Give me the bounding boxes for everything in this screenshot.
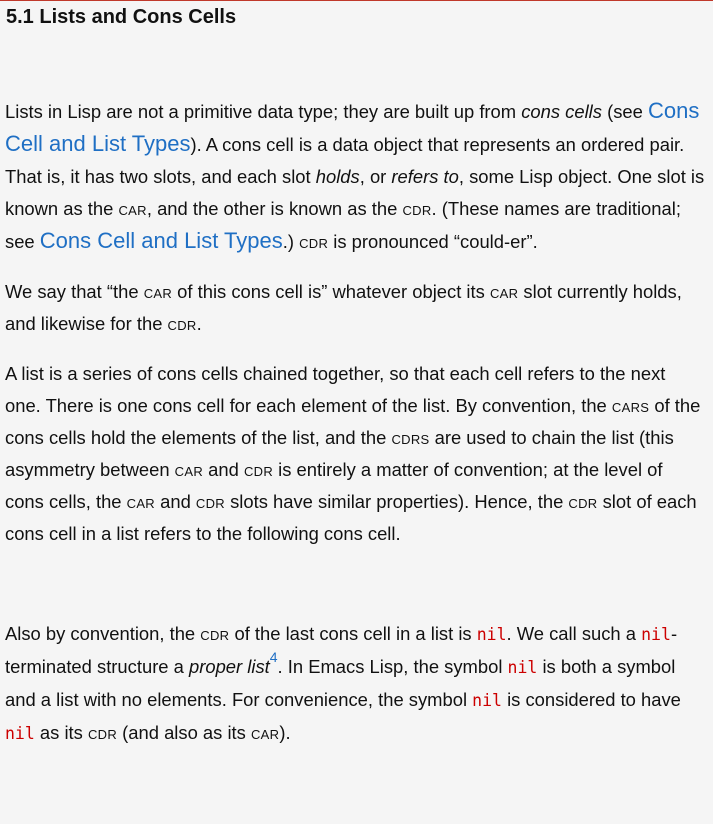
top-border xyxy=(0,0,713,1)
code-nil: nil xyxy=(472,691,502,710)
link-cons-cell-types-2[interactable]: Cons Cell and List Types xyxy=(39,228,283,253)
paragraph-3: A list is a series of cons cells chained together, so that each cell refers to the next one. There is one cons cell for each element of the list. By convention, the cars of the cons cells hold the elements of the list, and the cdrs are used to chain the list (this asymmetry between car and cdr is entirely a matter of convention; at the level of cons cells, the car and cdr slots have similar properties). Hence, the cdr slot of each cons cell in a list refers to the following cons cell. xyxy=(5,363,701,544)
code-nil: nil xyxy=(641,625,671,644)
code-nil: nil xyxy=(476,625,507,644)
footnote-link[interactable]: 4 xyxy=(269,649,278,665)
paragraph-2: We say that “the car of this cons cell is” whatever object its car slot currently holds, and likewise for the cdr. xyxy=(5,281,682,334)
paragraph-1: Lists in Lisp are not a primitive data type; they are built up from cons cells (see Cons Cell and List Types). A cons cell is a data object that represents an ordered pair. That is, it has two slots, and each slot holds, or refers to, some Lisp object. One slot is known as the car, and the other is known as the cdr. (These names are traditional; see Cons Cell and List Types.) cdr is pronounced “could-er”. xyxy=(5,98,705,253)
section-heading: 5.1 Lists and Cons Cells xyxy=(6,6,237,28)
code-nil: nil xyxy=(507,658,538,677)
paragraph-4: Also by convention, the cdr of the last cons cell in a list is nil. We call such a nil-terminated structure a proper list$^4$. In Emacs Lisp, the symbol nil is both a symbol and a list with no elements. For convenience, the symbol nil is considered to have nil as its cdr (and also as its car). xyxy=(5,623,681,743)
link-cons-cell-types[interactable]: Cons Cell and List Types xyxy=(5,98,700,156)
section-body xyxy=(5,95,705,750)
code-nil: nil xyxy=(5,724,35,743)
